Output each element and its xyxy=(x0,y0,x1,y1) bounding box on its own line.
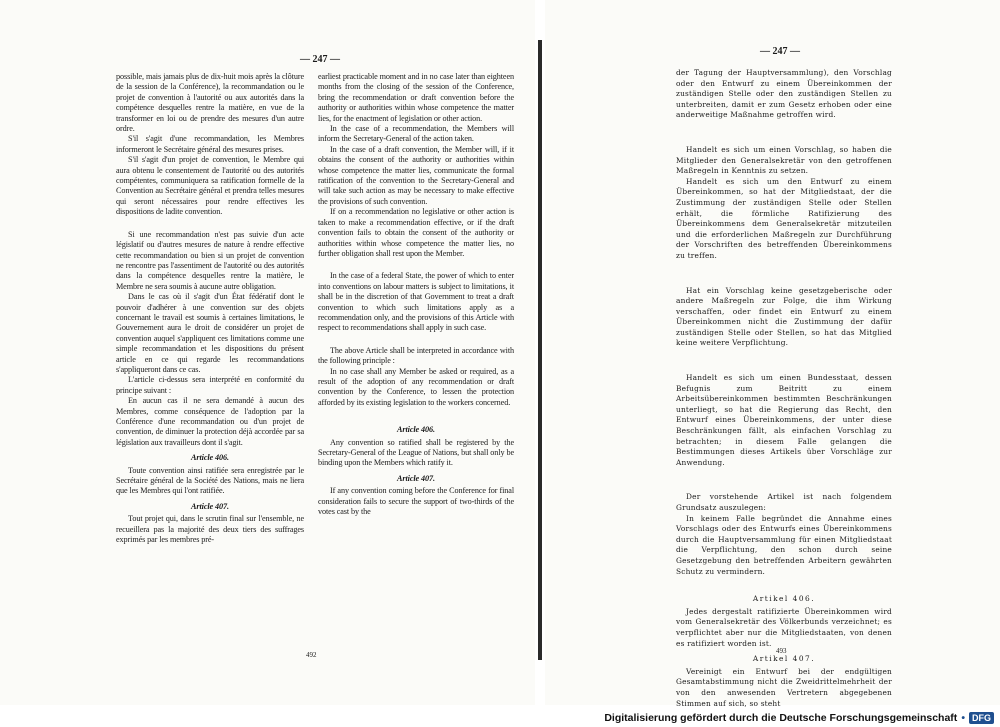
paragraph: In keinem Falle begründet die Annahme eines Vorschlags oder des Entwurfs eines Übereinkommens durch die Hauptversammlung für einen Mitgliedstaat die Verpflichtung, den schon durch seine Gesetzgebung den betreffenden Arbeitern gewährten Schutz zu vermindern. xyxy=(676,513,892,576)
english-column xyxy=(318,72,514,517)
left-page-number: — 247 — xyxy=(300,54,340,65)
paragraph: Toute convention ainsi ratifiée sera enregistrée par le Secrétaire général de la Société des Nations, mais ne liera que les Membres qui l'ont ratifiée. xyxy=(116,465,304,496)
paragraph: Dans le cas où il s'agit d'un État fédératif dont le pouvoir d'adhérer à une convention sur des objets concernant le travail est soumis à certaines limitations, le Gouvernement aura le droit de considérer un projet de convention auquel s'appliquent ces limitations comme une simple recommandation et les dispositions du présent article en ce qui regarde les recommandations s'appliqueront dans ce cas. xyxy=(116,292,304,374)
spacer xyxy=(318,334,514,346)
french-column xyxy=(116,72,304,545)
paragraph: In the case of a federal State, the power of which to enter into conventions on labour matters is subject to limitations, it shall be in the discretion of that Government to treat a draft convention to which such limitations apply as a recommendation only, and the provisions of this Article with respect to recommendations shall apply in such case. xyxy=(318,271,514,333)
paragraph: If any convention coming before the Conference for final consideration fails to secure the support of two-thirds of the votes cast by the xyxy=(318,486,514,517)
paragraph: Der vorstehende Artikel ist nach folgendem Grundsatz auszulegen: xyxy=(676,492,892,512)
spacer xyxy=(676,361,892,373)
dfg-logo[interactable]: DFG xyxy=(969,712,994,724)
article-heading: Article 407. xyxy=(191,501,229,511)
paragraph: Hat ein Vorschlag keine gesetzgeberische oder andere Maßregeln zur Folge, die ihm Wirkung verschaffen, oder findet ein Entwurf zu einem Übereinkommen nicht die Zustimmung der dafür zuständigen Stelle oder Stellen, so hat das Mitglied keine weitere Verpflichtung. xyxy=(676,285,892,348)
spacer xyxy=(676,577,892,589)
paragraph: Handelt es sich um einen Bundesstaat, dessen Befugnis zum Beitritt zu einem Arbeitsübereinkommen bestimmten Beschränkungen unterliegt, so hat die Regierung das Recht, den Entwurf eines Übereinkommens, der unter diese Beschränkungen fällt, als einfachen Vorschlag zu betrachten; in diesem Falle gelangen die Bestimmungen dieses Artikels über Vorschläge zur Anwendung. xyxy=(676,373,892,467)
paragraph: In no case shall any Member be asked or required, as a result of the adoption of any recommendation or draft convention by the Conference, to lessen the protection afforded by its existing legislation to the workers concerned. xyxy=(318,366,514,407)
left-footer-number: 492 xyxy=(306,651,317,659)
paragraph: Si une recommandation n'est pas suivie d'un acte législatif ou d'autres mesures de nature à rendre effective cette recommandation ou bien si un projet de convention ne rencontre pas l'assentiment de l'autorité ou des autorités dans la compétence desquelles rentre la matière, le Membre ne sera soumis à aucune autre obligation. xyxy=(116,229,304,291)
paragraph: Vereinigt ein Entwurf bei der endgültigen Gesamtabstimmung nicht die Zweidrittelmehrheit der von den anwesenden Vertretern abgegebenen Stimmen auf sich, so steht xyxy=(676,666,892,708)
paragraph: L'article ci-dessus sera interprété en conformité du principe suivant : xyxy=(116,375,304,395)
right-page-number: — 247 — xyxy=(760,46,800,57)
paragraph: If on a recommendation no legislative or other action is taken to make a recommendation effective, or if the draft convention fails to obtain the consent of the authority or authorities within whose competence the matter lies, no further obligation shall rest upon the Member. xyxy=(318,207,514,258)
article-heading: Artikel 406. xyxy=(752,594,816,604)
spacer xyxy=(676,133,892,145)
book-gutter xyxy=(538,40,542,660)
separator-dot-icon: • xyxy=(961,712,965,724)
paragraph: In the case of a recommendation, the Members will inform the Secretary-General of the action taken. xyxy=(318,124,514,144)
paragraph: In the case of a draft convention, the Member will, if it obtains the consent of the authority or authorities within whose competence the matter lies, communicate the formal ratification of the convention to the Secretary-General and will take such action as may be necessary to make effective the provisions of such convention. xyxy=(318,144,514,206)
german-column xyxy=(676,68,892,709)
spacer xyxy=(318,408,514,420)
paragraph: S'il s'agit d'un projet de convention, le Membre qui aura obtenu le consentement de l'autorité ou des autorités compétentes, communiquera sa ratification formelle de la Convention au Secrétaire général et prendra telles mesures qui seront nécessaires pour rendre effectives les dispositions de ladite convention. xyxy=(116,155,304,217)
paragraph: earliest practicable moment and in no case later than eighteen months from the closing of the session of the Conference, bring the recommendation or draft convention before the authority or authorities within whose competence the matter lies, for the enactment of legislation or other action. xyxy=(318,72,514,123)
spacer xyxy=(676,262,892,274)
paragraph: En aucun cas il ne sera demandé à aucun des Membres, comme conséquence de l'adoption par la Conférence d'une recommandation ou d'un projet de convention, de diminuer la protection déjà accordée par sa législation aux travailleurs dont il s'agit. xyxy=(116,396,304,447)
paragraph: Tout projet qui, dans le scrutin final sur l'ensemble, ne recueillera pas la majorité des deux tiers des suffrages exprimés par les membres pré- xyxy=(116,514,304,545)
spacer xyxy=(116,218,304,230)
paragraph: S'il s'agit d'une recommandation, les Membres informeront le Secrétaire général des mesures prises. xyxy=(116,134,304,154)
spacer xyxy=(676,468,892,480)
paragraph: Handelt es sich um den Entwurf zu einem Übereinkommen, so hat der Mitgliedstaat, der die Zustimmung der zuständigen Stelle oder Stellen erhält, die förmliche Ratifizierung des Übereinkommens dem Generalsekretär mitzuteilen und die erforderlichen Maßregeln zur Durchführung der Vorschriften des betreffenden Übereinkommens zu treffen. xyxy=(676,176,892,260)
spacer xyxy=(676,121,892,133)
paragraph: The above Article shall be interpreted in accordance with the following principle : xyxy=(318,345,514,366)
article-heading: Article 407. xyxy=(397,473,435,483)
spacer xyxy=(676,274,892,286)
article-heading: Artikel 407. xyxy=(752,654,816,664)
spacer xyxy=(676,349,892,361)
article-heading: Article 406. xyxy=(191,453,229,463)
paragraph: Jedes dergestalt ratifizierte Übereinkommen wird vom Generalsekretär des Völkerbunds verzeichnet; es verpflichtet aber nur die Mitgliedstaaten, von denen es ratifiziert worden ist. xyxy=(676,606,892,648)
spacer xyxy=(676,480,892,492)
article-heading: Article 406. xyxy=(397,425,435,435)
right-footer-number: 493 xyxy=(776,647,787,655)
paragraph: der Tagung der Hauptversammlung), den Vorschlag oder den Entwurf zu einem Übereinkommen der zuständigen Stelle oder den zuständigen Stellen zu unterbreiten, damit er zum Gesetz erhoben oder eine anderweitige Maßnahme getroffen wird. xyxy=(676,68,892,120)
footer-text: Digitalisierung gefördert durch die Deutsche Forschungsgemeinschaft xyxy=(604,712,958,724)
paragraph: Any convention so ratified shall be registered by the Secretary-General of the League of Nations, but shall only be binding upon the Members which ratify it. xyxy=(318,437,514,468)
paragraph: possible, mais jamais plus de dix-huit mois après la clôture de la session de la Conférence), la recommandation ou le projet de convention à l'autorité ou aux autorités dans la compétence desquelles rentre la matière, en vue de la transformer en loi ou de prendre des mesures d'un autre ordre. xyxy=(116,72,304,134)
paragraph: Handelt es sich um einen Vorschlag, so haben die Mitglieder den Generalsekretär von den getroffenen Maßregeln in Kenntnis zu setzen. xyxy=(676,144,892,176)
spacer xyxy=(318,259,514,271)
digitization-footer xyxy=(604,712,994,724)
